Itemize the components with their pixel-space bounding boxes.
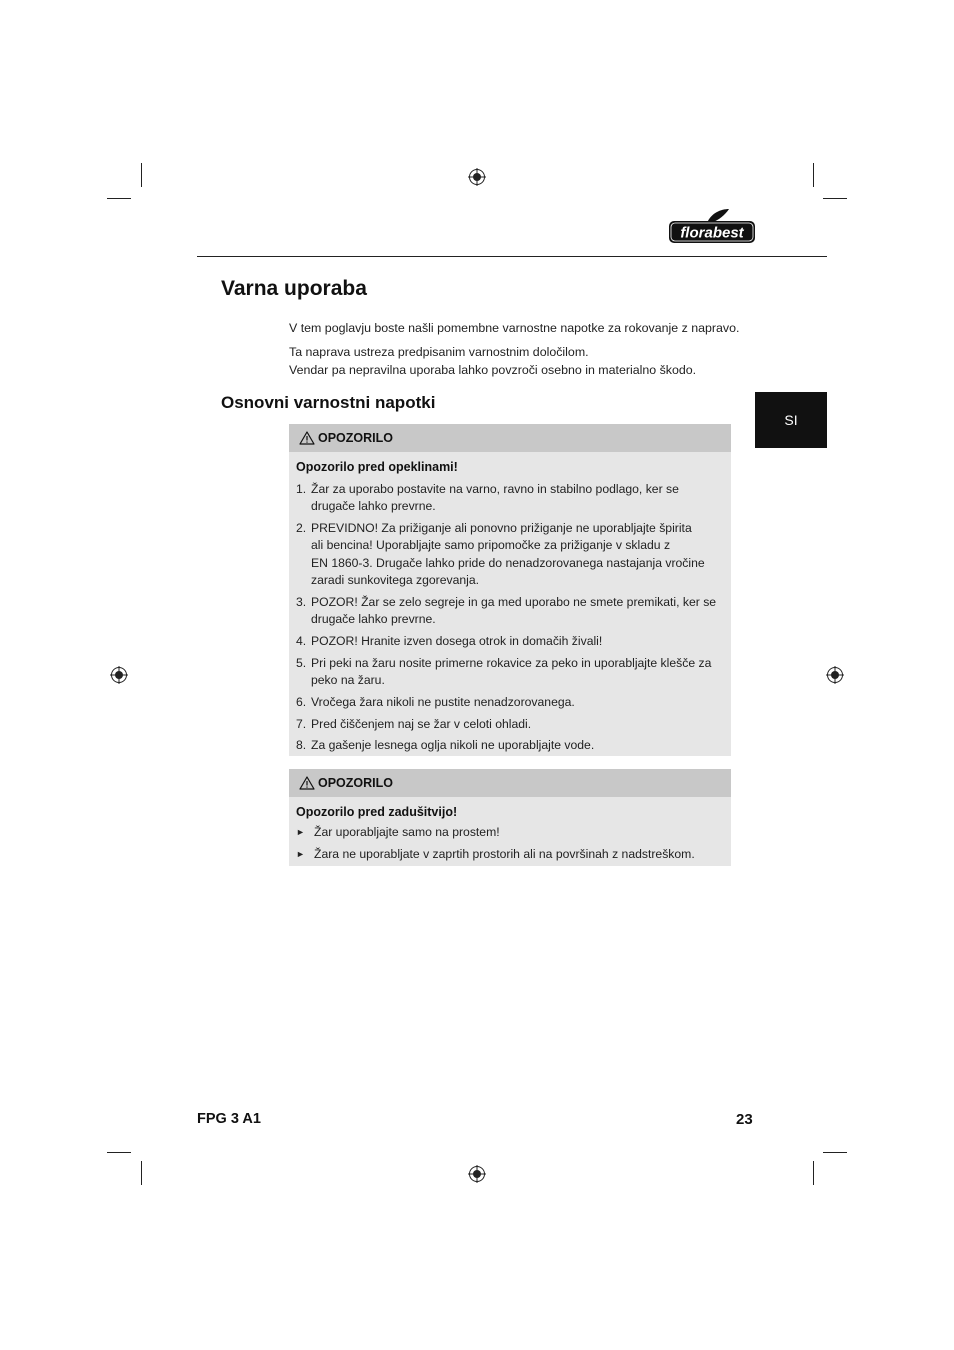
list-item-line: drugače lahko prevrne. bbox=[311, 612, 436, 627]
list-item-line: POZOR! Žar se zelo segreje in ga med uporabo ne smete premikati, ker se bbox=[311, 594, 717, 609]
list-item-line: EN 1860-3. Drugače lahko pride do nenadzorovanega nastajanja vročine bbox=[311, 555, 705, 570]
list-item-line: peko na žaru. bbox=[311, 672, 385, 687]
list-item-number: 2. bbox=[296, 521, 307, 536]
page-title: Varna uporaba bbox=[221, 277, 367, 300]
list-item-text bbox=[311, 633, 724, 650]
crop-mark bbox=[107, 198, 131, 199]
list-item-text bbox=[311, 594, 724, 629]
list-item-line: Pred čiščenjem naj se žar v celoti ohladi. bbox=[311, 716, 532, 731]
list-item bbox=[296, 737, 724, 754]
warning-subtitle: Opozorilo pred opeklinami! bbox=[296, 460, 458, 474]
language-tab-label: SI bbox=[784, 412, 798, 428]
crop-mark bbox=[823, 1152, 847, 1153]
crop-mark bbox=[813, 163, 814, 187]
arrow-bullet-icon: ► bbox=[296, 827, 305, 837]
list-item-number: 1. bbox=[296, 482, 307, 496]
bullet-text: Žara ne uporabljate v zaprtih prostorih ali na površinah z nadstreškom. bbox=[314, 846, 695, 861]
registration-mark-icon bbox=[110, 666, 128, 684]
language-tab bbox=[755, 392, 827, 448]
warning-header bbox=[289, 424, 731, 452]
page-number: 23 bbox=[736, 1111, 753, 1128]
bullet-text: Žar uporabljajte samo na prostem! bbox=[314, 825, 500, 839]
list-item-text bbox=[311, 737, 724, 754]
warning-bullet-list bbox=[289, 820, 731, 872]
list-item bbox=[296, 633, 724, 650]
list-item-number: 6. bbox=[296, 694, 307, 709]
crop-mark bbox=[823, 198, 847, 199]
bullet-item bbox=[296, 846, 724, 863]
warning-subtitle: Opozorilo pred zadušitvijo! bbox=[296, 805, 458, 819]
registration-mark-icon bbox=[468, 1165, 486, 1183]
warning-triangle-icon bbox=[299, 776, 315, 790]
warning-label: OPOZORILO bbox=[318, 776, 393, 790]
list-item-line: Vročega žara nikoli ne pustite nenadzorovanega. bbox=[311, 694, 575, 709]
header-rule bbox=[197, 256, 827, 257]
bullet-item bbox=[296, 824, 724, 841]
list-item bbox=[296, 481, 724, 516]
list-item-line: POZOR! Hranite izven dosega otrok in domačih živali! bbox=[311, 633, 603, 648]
crop-mark bbox=[107, 1152, 131, 1153]
list-item-line: zaradi sunkovitega zgorevanja. bbox=[311, 572, 480, 587]
warning-box-suffocation bbox=[289, 769, 731, 866]
list-item-text bbox=[311, 716, 724, 733]
list-item-text bbox=[311, 655, 724, 690]
list-item-number: 3. bbox=[296, 594, 307, 609]
list-item bbox=[296, 655, 724, 690]
list-item-line: ali bencina! Uporabljajte samo pripomočke za prižiganje v skladu z bbox=[311, 538, 671, 553]
list-item-number: 4. bbox=[296, 633, 307, 648]
list-item-line: PREVIDNO! Za prižiganje ali ponovno prižiganje ne uporabljajte špirita bbox=[311, 521, 692, 536]
registration-mark-icon bbox=[826, 666, 844, 684]
list-item bbox=[296, 716, 724, 733]
warning-box-burns bbox=[289, 424, 731, 756]
arrow-bullet-icon: ► bbox=[296, 848, 305, 859]
crop-mark bbox=[813, 1161, 814, 1185]
list-item-line: Za gašenje lesnega oglja nikoli ne uporabljajte vode. bbox=[311, 738, 595, 753]
crop-mark bbox=[141, 1161, 142, 1185]
footer-model: FPG 3 A1 bbox=[197, 1111, 261, 1127]
list-item-number: 5. bbox=[296, 655, 307, 670]
list-item-text bbox=[311, 694, 724, 711]
list-item-line: Žar za uporabo postavite na varno, ravno in stabilno podlago, ker se bbox=[311, 482, 679, 496]
warning-triangle-icon bbox=[299, 431, 315, 445]
list-item-text bbox=[311, 520, 724, 589]
section-title: Osnovni varnostni napotki bbox=[221, 393, 436, 412]
registration-mark-icon bbox=[468, 168, 486, 186]
florabest-logo bbox=[667, 207, 757, 247]
logo-text: florabest bbox=[680, 224, 744, 242]
warning-label: OPOZORILO bbox=[318, 431, 393, 445]
intro-paragraph: Vendar pa nepravilna uporaba lahko povzroči osebno in materialno škodo. bbox=[289, 363, 697, 377]
warning-header bbox=[289, 769, 731, 797]
list-item-text bbox=[311, 481, 724, 516]
list-item bbox=[296, 520, 724, 589]
list-item-number: 7. bbox=[296, 716, 307, 731]
list-item-line: Pri peki na žaru nosite primerne rokavice za peko in uporabljajte klešče za bbox=[311, 655, 712, 670]
crop-mark bbox=[141, 163, 142, 187]
intro-paragraph: Ta naprava ustreza predpisanim varnostnim določilom. bbox=[289, 345, 589, 359]
list-item-number: 8. bbox=[296, 738, 307, 753]
list-item bbox=[296, 594, 724, 629]
list-item bbox=[296, 694, 724, 711]
warning-list bbox=[289, 475, 731, 763]
list-item-line: drugače lahko prevrne. bbox=[311, 499, 436, 514]
intro-paragraph: V tem poglavju boste našli pomembne varnostne napotke za rokovanje z napravo. bbox=[289, 321, 740, 335]
